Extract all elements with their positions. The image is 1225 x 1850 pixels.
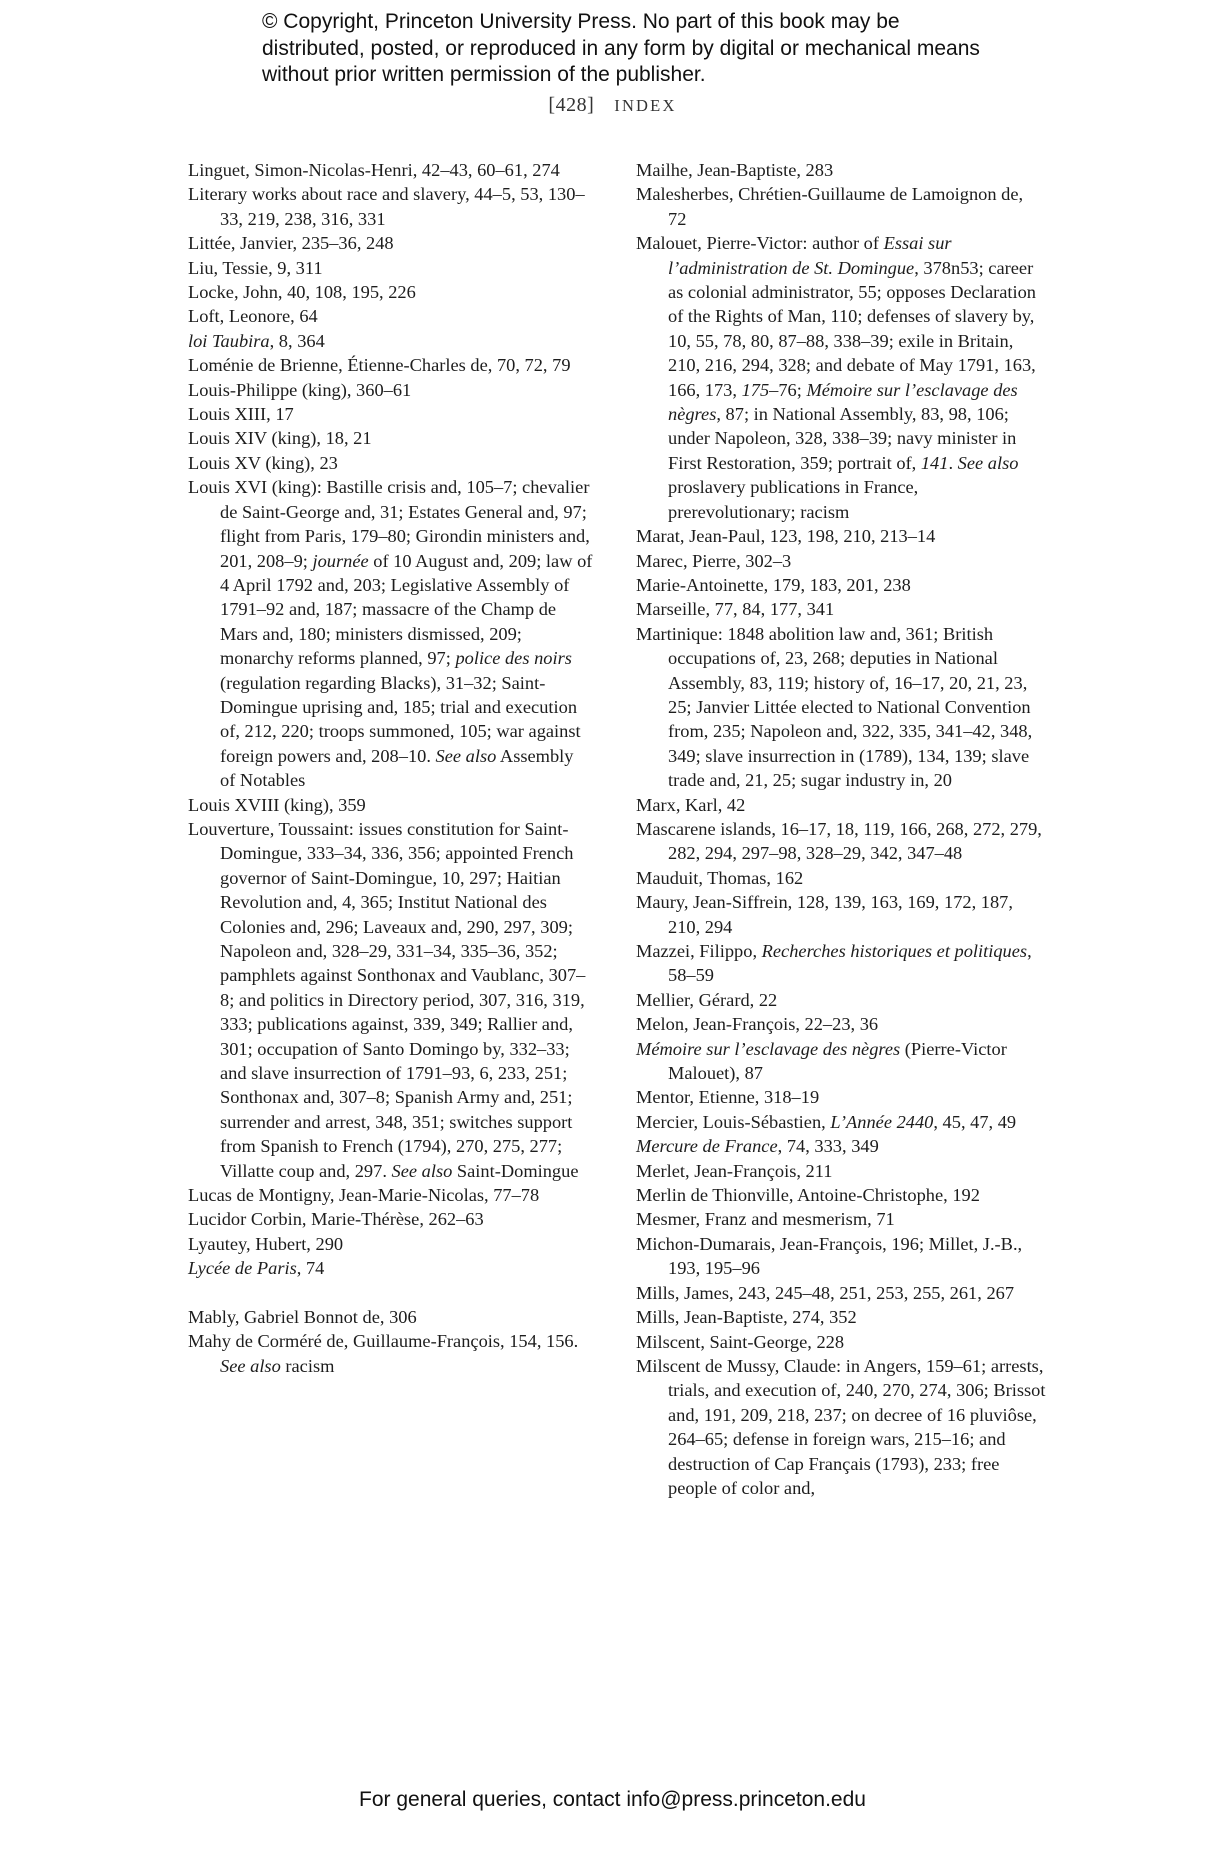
index-entry: Mémoire sur l’esclavage des nègres (Pierre-Victor Malouet), 87 bbox=[636, 1038, 1007, 1084]
index-entry: Lucas de Montigny, Jean-Marie-Nicolas, 77–78 bbox=[188, 1185, 540, 1206]
index-entry: Louis XIV (king), 18, 21 bbox=[188, 428, 372, 449]
index-entry: Louis XIII, 17 bbox=[188, 404, 294, 425]
index-entry: Marat, Jean-Paul, 123, 198, 210, 213–14 bbox=[636, 526, 936, 547]
index-entry: Michon-Dumarais, Jean-François, 196; Millet, J.-B., 193, 195–96 bbox=[636, 1233, 1023, 1279]
index-entry: Lyautey, Hubert, 290 bbox=[188, 1233, 344, 1254]
index-entry: Marec, Pierre, 302–3 bbox=[636, 550, 792, 571]
index-entry: loi Taubira, 8, 364 bbox=[188, 330, 325, 351]
index-entry: Mercier, Louis-Sébastien, L’Année 2440, 45, 47, 49 bbox=[636, 1111, 1017, 1132]
page-number: [428] bbox=[548, 94, 595, 116]
section-title: INDEX bbox=[614, 96, 677, 115]
index-entry: Mauduit, Thomas, 162 bbox=[636, 867, 804, 888]
letter-group-gap bbox=[188, 1281, 593, 1305]
index-entry: Mentor, Etienne, 318–19 bbox=[636, 1087, 820, 1108]
index-column-left bbox=[188, 158, 593, 1378]
index-entry: Marseille, 77, 84, 177, 341 bbox=[636, 599, 835, 620]
index-entry: Literary works about race and slavery, 44–5, 53, 130–33, 219, 238, 316, 331 bbox=[188, 184, 585, 229]
index-entry: Lycée de Paris, 74 bbox=[188, 1258, 325, 1279]
index-entry: Mazzei, Filippo, Recherches historiques et politiques, 58–59 bbox=[636, 941, 1032, 986]
index-entry: Locke, John, 40, 108, 195, 226 bbox=[188, 282, 416, 303]
index-entry: Louis XV (king), 23 bbox=[188, 452, 338, 473]
index-entry: Linguet, Simon-Nicolas-Henri, 42–43, 60–61, 274 bbox=[188, 160, 560, 180]
index-entry: Mahy de Corméré de, Guillaume-François, 154, 156. See also racism bbox=[188, 1331, 579, 1376]
index-entry: Marx, Karl, 42 bbox=[636, 794, 746, 815]
index-column-right bbox=[636, 158, 1046, 1500]
index-entry: Malouet, Pierre-Victor: author of Essai sur l’administration de St. Domingue, 378n53; career as colonial administrator, 55; opposes Declaration of the Rights of Man, 110; defenses of slavery by, 10, 55, 78, 80, 87–88, 338–39; exile in Britain, 210, 216, 294, 328; and debate of May 1791, 163, 166, 173, 175–76; Mémoire sur l’esclavage des nègres, 87; in National Assembly, 83, 98, 106; under Napoleon, 328, 338–39; navy minister in First Restoration, 359; portrait of, 141. See also proslavery publications in France, prerevolutionary; racism bbox=[636, 233, 1037, 522]
index-entry: Merlin de Thionville, Antoine-Christophe, 192 bbox=[636, 1185, 980, 1206]
index-entry: Loménie de Brienne, Étienne-Charles de, 70, 72, 79 bbox=[188, 355, 571, 376]
copyright-notice: © Copyright, Princeton University Press. No part of this book may be distributed, posted, or reproduced in any form by digital or mechanical means without prior written permission of the publisher. bbox=[262, 10, 980, 86]
index-entry: Louis-Philippe (king), 360–61 bbox=[188, 379, 412, 400]
index-entry: Mellier, Gérard, 22 bbox=[636, 989, 778, 1010]
index-entry: Louverture, Toussaint: issues constitution for Saint-Domingue, 333–34, 336, 356; appointed French governor of Saint-Domingue, 10, 297; Haitian Revolution and, 4, 365; Institut National des Colonies and, 296; Laveaux and, 290, 297, 309; Napoleon and, 328–29, 331–34, 335–36, 352; pamphlets against Sonthonax and Vaublanc, 307–8; and politics in Directory period, 307, 316, 319, 333; publications against, 339, 349; Rallier and, 301; occupation of Santo Domingo by, 332–33; and slave insurrection of 1791–93, 6, 233, 251; Sonthonax and, 307–8; Spanish Army and, 251; surrender and arrest, 348, 351; switches support from Spanish to French (1794), 270, 275, 277; Villatte coup and, 297. See also Saint-Domingue bbox=[188, 818, 586, 1181]
index-entry: Lucidor Corbin, Marie-Thérèse, 262–63 bbox=[188, 1209, 484, 1230]
index-entry: Mercure de France, 74, 333, 349 bbox=[636, 1136, 879, 1157]
index-entry: Louis XVIII (king), 359 bbox=[188, 794, 366, 815]
index-entry: Maury, Jean-Siffrein, 128, 139, 163, 169, 172, 187, 210, 294 bbox=[636, 892, 1013, 937]
running-head bbox=[0, 94, 1225, 117]
index-entry: Loft, Leonore, 64 bbox=[188, 306, 318, 327]
index-entry: Liu, Tessie, 9, 311 bbox=[188, 257, 323, 278]
index-entry: Mably, Gabriel Bonnot de, 306 bbox=[188, 1307, 417, 1328]
index-entry: Mailhe, Jean-Baptiste, 283 bbox=[636, 160, 834, 180]
index-entry: Martinique: 1848 abolition law and, 361; British occupations of, 23, 268; deputies in National Assembly, 83, 119; history of, 16–17, 20, 21, 23, 25; Janvier Littée elected to National Convention from, 235; Napoleon and, 322, 335, 341–42, 348, 349; slave insurrection in (1789), 134, 139; slave trade and, 21, 25; sugar industry in, 20 bbox=[636, 623, 1033, 791]
footer-contact: For general queries, contact info@press.princeton.edu bbox=[359, 1788, 866, 1811]
index-entry: Marie-Antoinette, 179, 183, 201, 238 bbox=[636, 574, 911, 595]
index-entry: Louis XVI (king): Bastille crisis and, 105–7; chevalier de Saint-George and, 31; Estates General and, 97; flight from Paris, 179–80; Girondin ministers and, 201, 208–9; journée of 10 August and, 209; law of 4 April 1792 and, 203; Legislative Assembly of 1791–92 and, 187; massacre of the Champ de Mars and, 180; ministers dismissed, 209; monarchy reforms planned, 97; police des noirs (regulation regarding Blacks), 31–32; Saint-Domingue uprising and, 185; trial and execution of, 212, 220; troops summoned, 105; war against foreign powers and, 208–10. See also Assembly of Notables bbox=[188, 477, 593, 791]
index-entry: Mesmer, Franz and mesmerism, 71 bbox=[636, 1209, 895, 1230]
index-entry: Merlet, Jean-François, 211 bbox=[636, 1160, 833, 1181]
index-entry: Milscent de Mussy, Claude: in Angers, 159–61; arrests, trials, and execution of, 240, 270, 274, 306; Brissot and, 191, 209, 218, 237; on decree of 16 pluviôse, 264–65; defense in foreign wars, 215–16; and destruction of Cap Français (1793), 233; free people of color and, bbox=[636, 1355, 1046, 1498]
index-entry: Milscent, Saint-George, 228 bbox=[636, 1331, 845, 1352]
index-entry: Malesherbes, Chrétien-Guillaume de Lamoignon de, 72 bbox=[636, 184, 1024, 229]
index-entry: Littée, Janvier, 235–36, 248 bbox=[188, 233, 394, 254]
index-entry: Mills, Jean-Baptiste, 274, 352 bbox=[636, 1307, 857, 1328]
index-entry: Mascarene islands, 16–17, 18, 119, 166, 268, 272, 279, 282, 294, 297–98, 328–29, 342, 347–48 bbox=[636, 818, 1042, 864]
index-entry: Melon, Jean-François, 22–23, 36 bbox=[636, 1014, 879, 1035]
index-entry: Mills, James, 243, 245–48, 251, 253, 255, 261, 267 bbox=[636, 1282, 1015, 1303]
